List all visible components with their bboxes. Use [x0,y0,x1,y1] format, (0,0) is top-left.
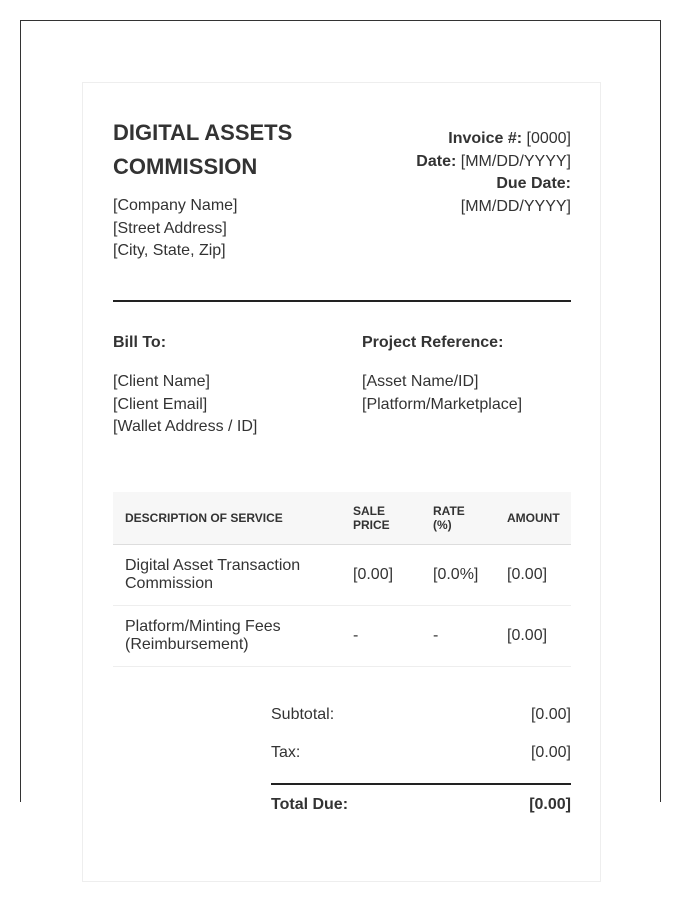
row-sale-price: - [341,606,421,667]
header-amount: AMOUNT [495,492,571,545]
invoice-header [113,83,571,302]
row-rate: - [421,606,495,667]
invoice-date-value: [MM/DD/YYYY] [460,152,571,170]
row-description: Digital Asset Transaction Commission [113,545,341,606]
tax-label: Tax: [271,744,301,761]
row-amount: [0.00] [495,545,571,606]
invoice-number-value: [0000] [526,130,571,147]
invoice-number-line [371,128,571,151]
bill-to-block [113,332,257,439]
due-date-label: Due Date: [496,175,571,192]
row-rate: [0.0%] [421,545,495,606]
row-amount: [0.00] [495,606,571,667]
document-frame [20,20,661,813]
tax-value: [0.00] [530,744,571,761]
invoice-content [113,83,571,825]
total-due-label: Total Due: [271,796,349,813]
due-date-line [371,173,571,196]
table-row [113,545,571,606]
tax-row [271,734,571,772]
subtotal-label: Subtotal: [271,706,335,723]
project-reference-lines [362,371,522,416]
due-date-value-line [371,196,571,219]
bill-to-lines [113,371,257,439]
subtotal-row [271,696,571,734]
client-email: [Client Email] [113,395,208,413]
parties-section [113,302,571,492]
invoice-title [113,116,353,184]
client-wallet: [Wallet Address / ID] [113,418,258,435]
row-sale-price: [0.00] [341,545,421,606]
table-row [113,606,571,667]
invoice-paper [82,82,601,882]
due-date-value: [MM/DD/YYYY] [460,197,571,215]
client-name: [Client Name] [113,373,210,390]
invoice-date-label: Date: [416,152,457,170]
header-sale-price: SALE PRICE [341,492,421,545]
subtotal-value: [0.00] [530,706,571,723]
row-description: Platform/Minting Fees (Reimbursement) [113,606,341,667]
company-street: [Street Address] [113,219,227,237]
service-items-table [113,492,571,667]
invoice-title-line-1: DIGITAL ASSETS [113,120,293,145]
platform-name: [Platform/Marketplace] [362,395,523,413]
total-due-row [271,783,571,825]
header-rate: RATE (%) [421,492,495,545]
table-header-row [113,492,571,545]
company-city: [City, State, Zip] [113,242,226,259]
invoice-meta [371,128,571,218]
invoice-title-line-2: COMMISSION [113,154,258,179]
total-due-value: [0.00] [529,796,571,813]
bill-to-heading: Bill To: [113,334,167,351]
asset-name: [Asset Name/ID] [362,373,479,390]
totals-section [271,696,571,825]
project-reference-block [362,332,522,416]
company-address-block [113,195,238,263]
invoice-date-line [371,151,571,174]
company-name: [Company Name] [113,197,238,214]
header-description: DESCRIPTION OF SERVICE [113,492,341,545]
project-reference-heading: Project Reference: [362,334,504,351]
invoice-number-label: Invoice #: [448,130,523,147]
